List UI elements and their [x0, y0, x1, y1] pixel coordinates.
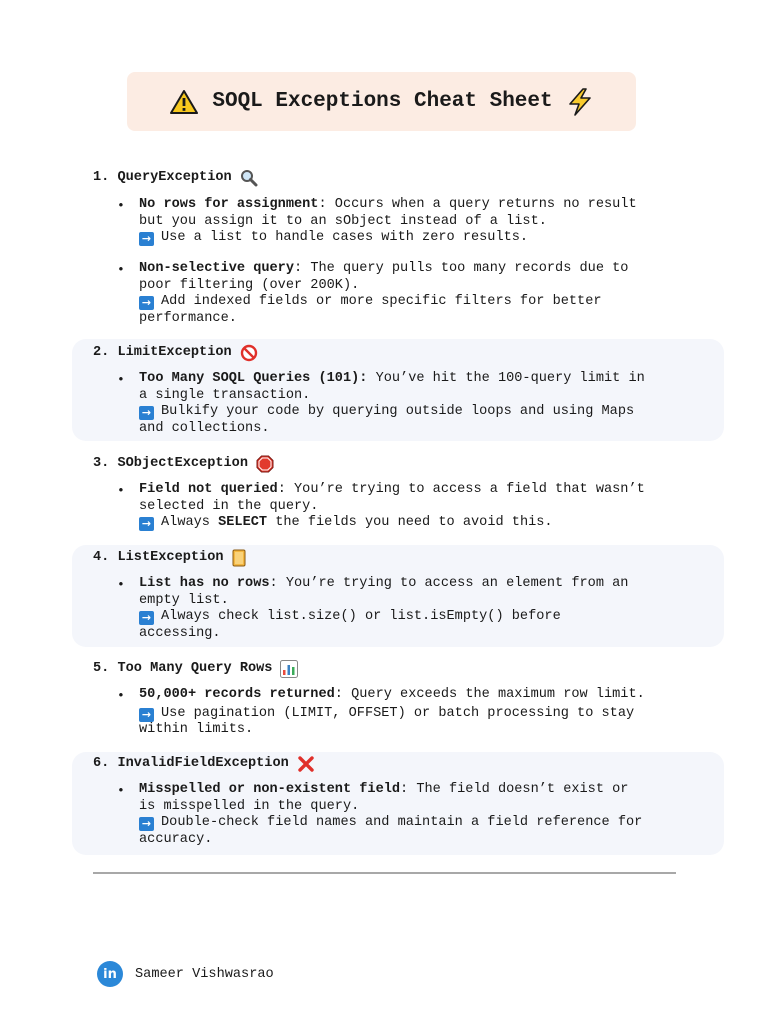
item-tip: accessing. [139, 625, 221, 641]
section-title: 2. LimitException [93, 345, 232, 360]
arrow-right-icon: → [139, 232, 154, 246]
item-tip: Add indexed fields or more specific filters for better [161, 294, 602, 309]
list-item [139, 371, 679, 437]
list-item [139, 576, 679, 642]
bar-chart-icon [280, 660, 298, 678]
item-tip: Always [161, 515, 219, 530]
section-heading-limit-exception [93, 344, 258, 362]
item-desc: You’ve hit the 100-query limit in [367, 371, 645, 386]
item-tip: and collections. [139, 420, 270, 436]
list-item [139, 782, 679, 848]
arrow-right-icon: → [139, 817, 154, 831]
item-desc: : You’re trying to access a field that wasn’t [277, 482, 645, 497]
list-item [139, 482, 679, 532]
item-desc: selected in the query. [139, 498, 319, 514]
item-term: Misspelled or non-existent field [139, 782, 401, 797]
bullet: • [117, 372, 125, 387]
item-term: List has no rows [139, 576, 270, 591]
section-heading-query-exception [93, 169, 258, 187]
clipboard-icon [232, 549, 246, 567]
arrow-right-icon: → [139, 708, 154, 722]
list-item [139, 261, 679, 327]
magnifier-icon [240, 169, 258, 187]
item-tip: Double-check field names and maintain a field reference for [161, 815, 643, 830]
bullet: • [117, 262, 125, 277]
cross-mark-icon [297, 755, 315, 773]
section-heading-invalid-field-exception [93, 755, 315, 773]
arrow-right-icon: → [139, 406, 154, 420]
bullet: • [117, 783, 125, 798]
item-desc: is misspelled in the query. [139, 798, 360, 814]
item-tip-keyword: SELECT [218, 515, 268, 530]
section-title: 3. SObjectException [93, 456, 248, 471]
bullet: • [117, 198, 125, 213]
item-tip: Use a list to handle cases with zero results. [161, 230, 529, 245]
item-tip: accuracy. [139, 831, 213, 847]
item-tip: Bulkify your code by querying outside loops and using Maps [161, 404, 635, 419]
section-title: 6. InvalidFieldException [93, 756, 289, 771]
section-title: 4. ListException [93, 550, 224, 565]
item-term: No rows for assignment [139, 197, 319, 212]
arrow-right-icon: → [139, 611, 154, 625]
item-desc: : The field doesn’t exist or [400, 782, 629, 797]
footer [97, 961, 274, 987]
section-heading-sobject-exception [93, 455, 274, 473]
section-heading-list-exception [93, 549, 246, 567]
arrow-right-icon: → [139, 517, 154, 531]
bullet: • [117, 688, 125, 703]
item-term: Too Many SOQL Queries (101): [139, 371, 368, 386]
bullet: • [117, 577, 125, 592]
item-desc: : Query exceeds the maximum row limit. [334, 687, 645, 702]
divider [93, 872, 676, 874]
item-desc: : The query pulls too many records due to [294, 261, 629, 276]
list-item [139, 197, 679, 247]
warning-icon [170, 89, 198, 115]
linkedin-icon[interactable]: in [97, 961, 123, 987]
page-title: SOQL Exceptions Cheat Sheet [212, 90, 553, 113]
item-term: Non-selective query [139, 261, 294, 276]
item-term: 50,000+ records returned [139, 687, 335, 702]
title-banner [127, 72, 636, 131]
item-tip: within limits. [139, 722, 254, 737]
item-tip: Always check list.size() or list.isEmpty() before [161, 609, 561, 624]
item-desc: empty list. [139, 592, 229, 608]
item-tip: Use pagination (LIMIT, OFFSET) or batch processing to stay [161, 705, 635, 721]
prohibited-icon [240, 344, 258, 362]
section-title: 5. Too Many Query Rows [93, 661, 273, 676]
author-name: Sameer Vishwasrao [135, 966, 274, 982]
item-tip: performance. [139, 310, 237, 326]
bullet: • [117, 483, 125, 498]
item-desc: a single transaction. [139, 387, 311, 403]
section-title: 1. QueryException [93, 170, 232, 185]
stop-sign-icon [256, 455, 274, 473]
arrow-right-icon: → [139, 296, 154, 310]
section-heading-too-many-query-rows [93, 660, 298, 678]
item-term: Field not queried [139, 482, 278, 497]
item-desc: poor filtering (over 200K). [139, 277, 360, 293]
item-desc: : You’re trying to access an element from an [269, 576, 629, 591]
lightning-icon [567, 88, 593, 116]
item-tip: the fields you need to avoid this. [267, 515, 553, 530]
list-item [139, 687, 679, 739]
item-desc: : Occurs when a query returns no result [318, 197, 637, 212]
item-desc: but you assign it to an sObject instead of a list. [139, 213, 547, 229]
